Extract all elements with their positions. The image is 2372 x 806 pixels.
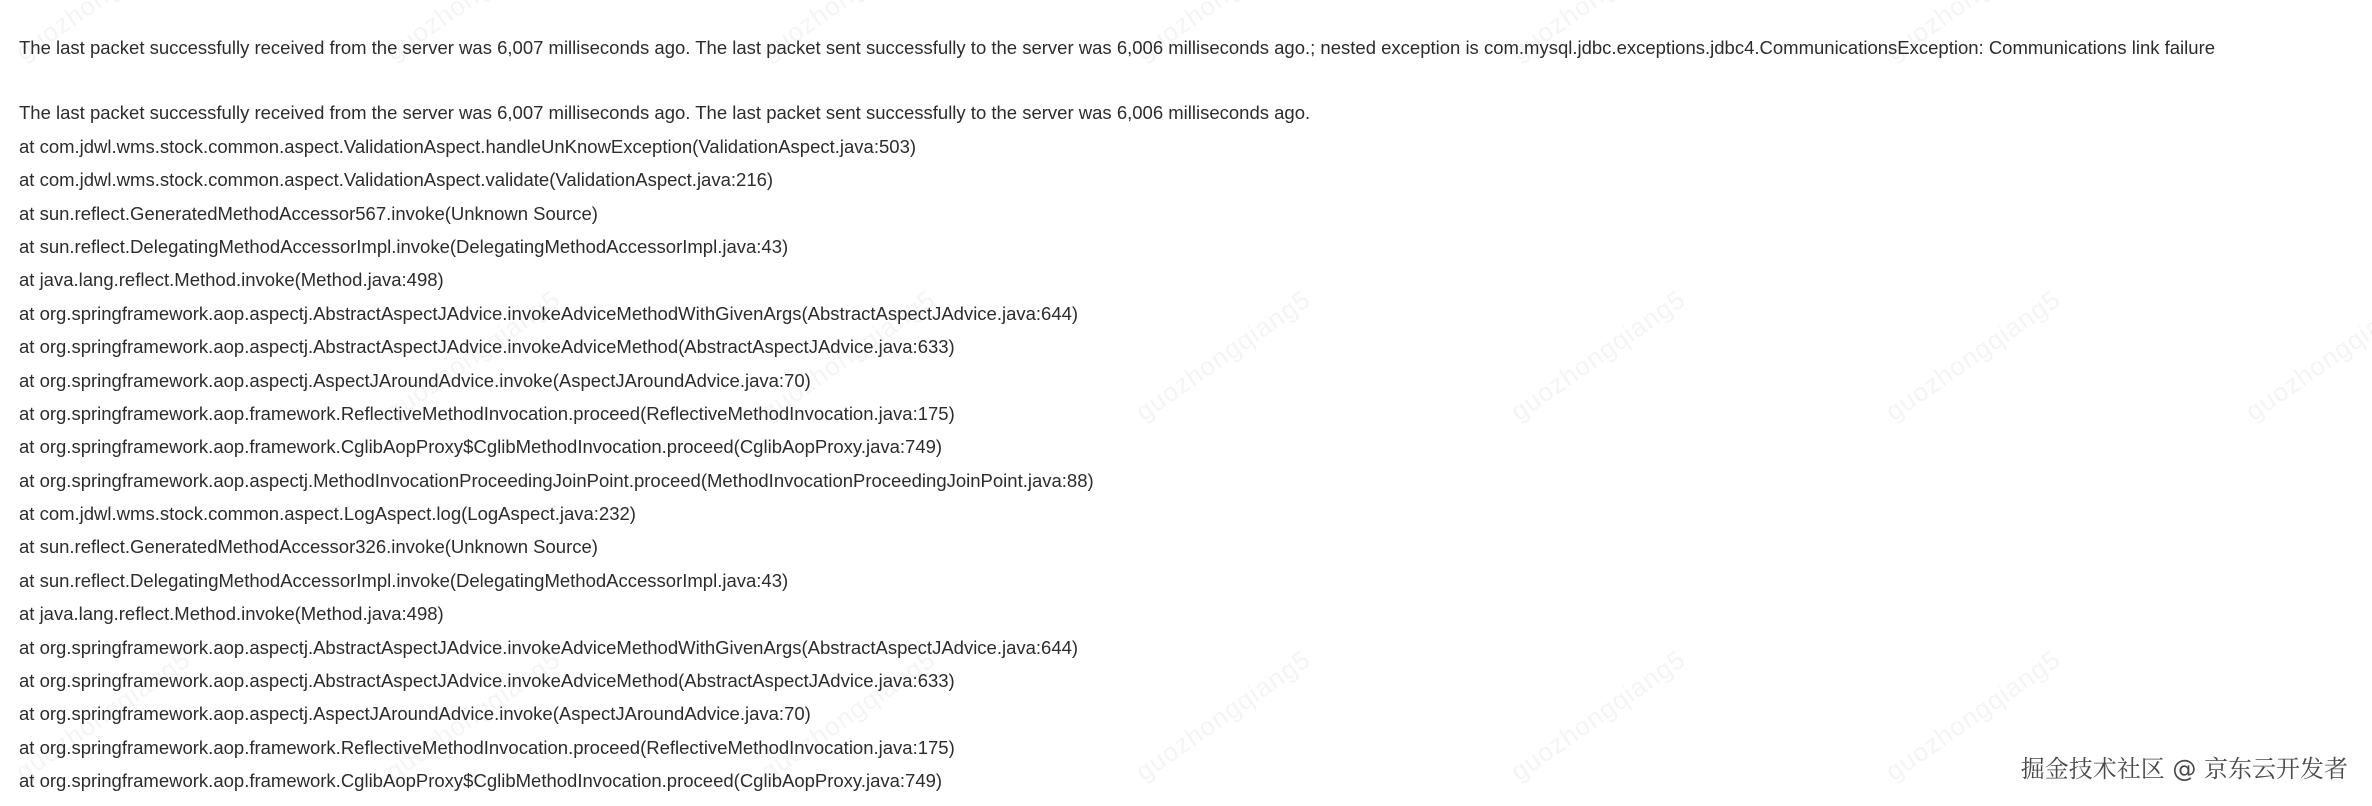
stack-frame: at sun.reflect.GeneratedMethodAccessor567.invoke(Unknown Source) — [19, 202, 598, 224]
stack-trace — [19, 130, 2359, 798]
brand-watermark: 掘金技术社区 @ 京东云开发者 — [2020, 755, 2348, 783]
stack-frame: at java.lang.reflect.Method.invoke(Method.java:498) — [19, 269, 444, 291]
stack-frame: at org.springframework.aop.aspectj.AbstractAspectJAdvice.invokeAdviceMethod(AbstractAspectJAdvice.java:633) — [19, 336, 955, 358]
stack-frame: at org.springframework.aop.aspectj.AspectJAroundAdvice.invoke(AspectJAroundAdvice.java:70) — [19, 369, 811, 391]
stack-frame: at sun.reflect.DelegatingMethodAccessorImpl.invoke(DelegatingMethodAccessorImpl.java:43) — [19, 569, 789, 591]
stack-frame: at com.jdwl.wms.stock.common.aspect.LogAspect.log(LogAspect.java:232) — [19, 503, 636, 525]
stack-frame: at com.jdwl.wms.stock.common.aspect.ValidationAspect.handleUnKnowException(ValidationAspect.java:503) — [19, 135, 917, 157]
stack-frame: at org.springframework.aop.aspectj.AbstractAspectJAdvice.invokeAdviceMethodWithGivenArgs(AbstractAspectJAdvice.java:644) — [19, 636, 1079, 658]
stack-frame: at org.springframework.aop.aspectj.AbstractAspectJAdvice.invokeAdviceMethod(AbstractAspectJAdvice.java:633) — [19, 670, 955, 692]
stack-frame: at sun.reflect.GeneratedMethodAccessor326.invoke(Unknown Source) — [19, 536, 598, 558]
stack-frame: at org.springframework.aop.framework.ReflectiveMethodInvocation.proceed(ReflectiveMethodInvocation.java:175) — [19, 402, 955, 424]
exception-header: The last packet successfully received from the server was 6,007 milliseconds ago. The last packet sent successfully to the server was 6,006 milliseconds ago.; nested exception is com.mysql.jdbc.exceptions.jdbc4.CommunicationsException: Communications link failure — [19, 37, 2216, 58]
stack-frame: at sun.reflect.DelegatingMethodAccessorImpl.invoke(DelegatingMethodAccessorImpl.java:43) — [19, 235, 789, 257]
error-log — [19, 0, 2359, 798]
stack-frame: at org.springframework.aop.framework.ReflectiveMethodInvocation.proceed(ReflectiveMethodInvocation.java:175) — [19, 736, 955, 758]
stack-frame: at org.springframework.aop.framework.CglibAopProxy$CglibMethodInvocation.proceed(CglibAopProxy.java:749) — [19, 770, 943, 792]
stack-frame: at org.springframework.aop.framework.CglibAopProxy$CglibMethodInvocation.proceed(CglibAopProxy.java:749) — [19, 436, 943, 458]
blank-line — [19, 64, 2359, 96]
stack-frame: at com.jdwl.wms.stock.common.aspect.ValidationAspect.validate(ValidationAspect.java:216) — [19, 169, 774, 191]
stack-frame: at org.springframework.aop.aspectj.MethodInvocationProceedingJoinPoint.proceed(MethodInvocationProceedingJoinPoint.java:88) — [19, 469, 1094, 491]
stack-frame: at org.springframework.aop.aspectj.AspectJAroundAdvice.invoke(AspectJAroundAdvice.java:70) — [19, 703, 811, 725]
stack-frame: at java.lang.reflect.Method.invoke(Method.java:498) — [19, 603, 444, 625]
exception-summary: The last packet successfully received from the server was 6,007 milliseconds ago. The last packet sent successfully to the server was 6,006 milliseconds ago. — [19, 102, 1311, 124]
stack-frame: at org.springframework.aop.aspectj.AbstractAspectJAdvice.invokeAdviceMethodWithGivenArgs(AbstractAspectJAdvice.java:644) — [19, 302, 1079, 324]
